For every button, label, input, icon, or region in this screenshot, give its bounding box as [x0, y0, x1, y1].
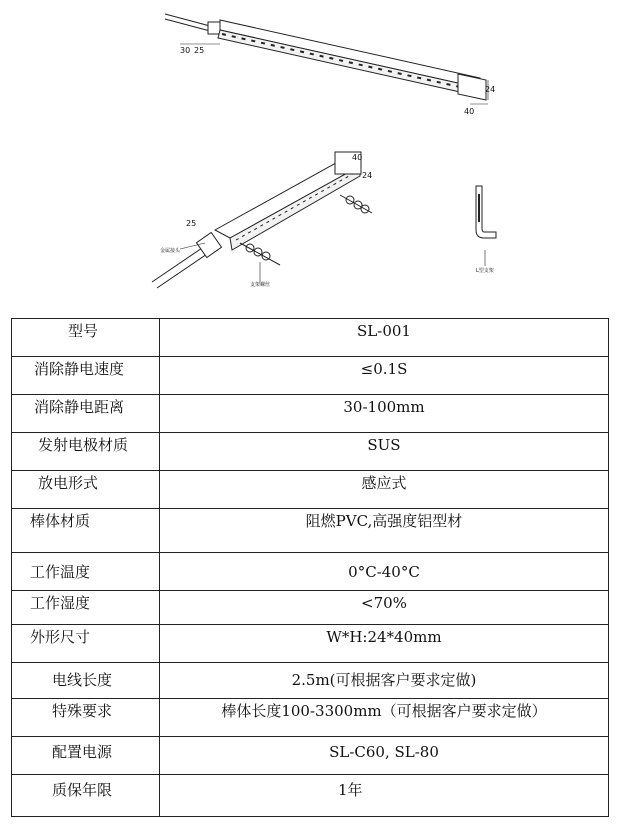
spec-label: 消除静电距离: [12, 395, 160, 433]
dim-40-b: 40: [352, 153, 363, 162]
spec-row: [12, 509, 609, 553]
spec-label: 棒体材质: [12, 509, 160, 553]
dim-24: 24: [485, 85, 496, 94]
spec-table: [11, 318, 609, 817]
dim-24-b: 24: [362, 171, 373, 180]
spec-value: <70%: [160, 591, 609, 625]
spec-value: 阻燃PVC,高强度铝型材: [160, 509, 609, 553]
spec-row: [12, 663, 609, 699]
spec-label: 特殊要求: [12, 699, 160, 737]
connector-label: 金属接头: [160, 248, 181, 254]
spec-value: SL-001: [160, 319, 609, 357]
spec-label: 外形尺寸: [12, 625, 160, 663]
spec-row: [12, 775, 609, 817]
spec-label: 发射电极材质: [12, 433, 160, 471]
spec-value: W*H:24*40mm: [160, 625, 609, 663]
spec-value: 30-100mm: [160, 395, 609, 433]
spec-value: 2.5m(可根据客户要求定做): [160, 663, 609, 699]
spec-value: 1年: [160, 775, 609, 817]
dim-25: 25: [194, 46, 205, 55]
spec-row: [12, 591, 609, 625]
spec-label: 配置电源: [12, 737, 160, 775]
ion-bar-exploded-illustration: [152, 152, 496, 288]
spec-label: 工作温度: [12, 553, 160, 591]
spec-label: 质保年限: [12, 775, 160, 817]
product-drawing: [0, 0, 619, 318]
spec-value: SL-C60, SL-80: [160, 737, 609, 775]
spec-value: 0°C-40°C: [160, 553, 609, 591]
spec-label: 电线长度: [12, 663, 160, 699]
spec-row: [12, 699, 609, 737]
spec-value: 棒体长度100-3300mm（可根据客户要求定做）: [160, 699, 609, 737]
spec-row: [12, 553, 609, 591]
spec-value: SUS: [160, 433, 609, 471]
spec-value: ≤0.1S: [160, 357, 609, 395]
spec-row-model: [12, 319, 609, 357]
spec-row: [12, 357, 609, 395]
spec-row: [12, 471, 609, 509]
spec-row: [12, 737, 609, 775]
spec-value: 感应式: [160, 471, 609, 509]
dim-30: 30: [180, 46, 191, 55]
l-bracket-label: L型支架: [476, 268, 494, 274]
spec-row: [12, 625, 609, 663]
spec-label: 工作湿度: [12, 591, 160, 625]
spec-row: [12, 395, 609, 433]
spec-label: 放电形式: [12, 471, 160, 509]
ion-bar-top-illustration: [165, 14, 488, 104]
spec-label: 型号: [12, 319, 160, 357]
dim-40: 40: [464, 107, 475, 116]
dim-25-b: 25: [186, 219, 197, 228]
bracket-screw-label: 支架螺丝: [250, 282, 271, 288]
spec-label: 消除静电速度: [12, 357, 160, 395]
spec-row: [12, 433, 609, 471]
